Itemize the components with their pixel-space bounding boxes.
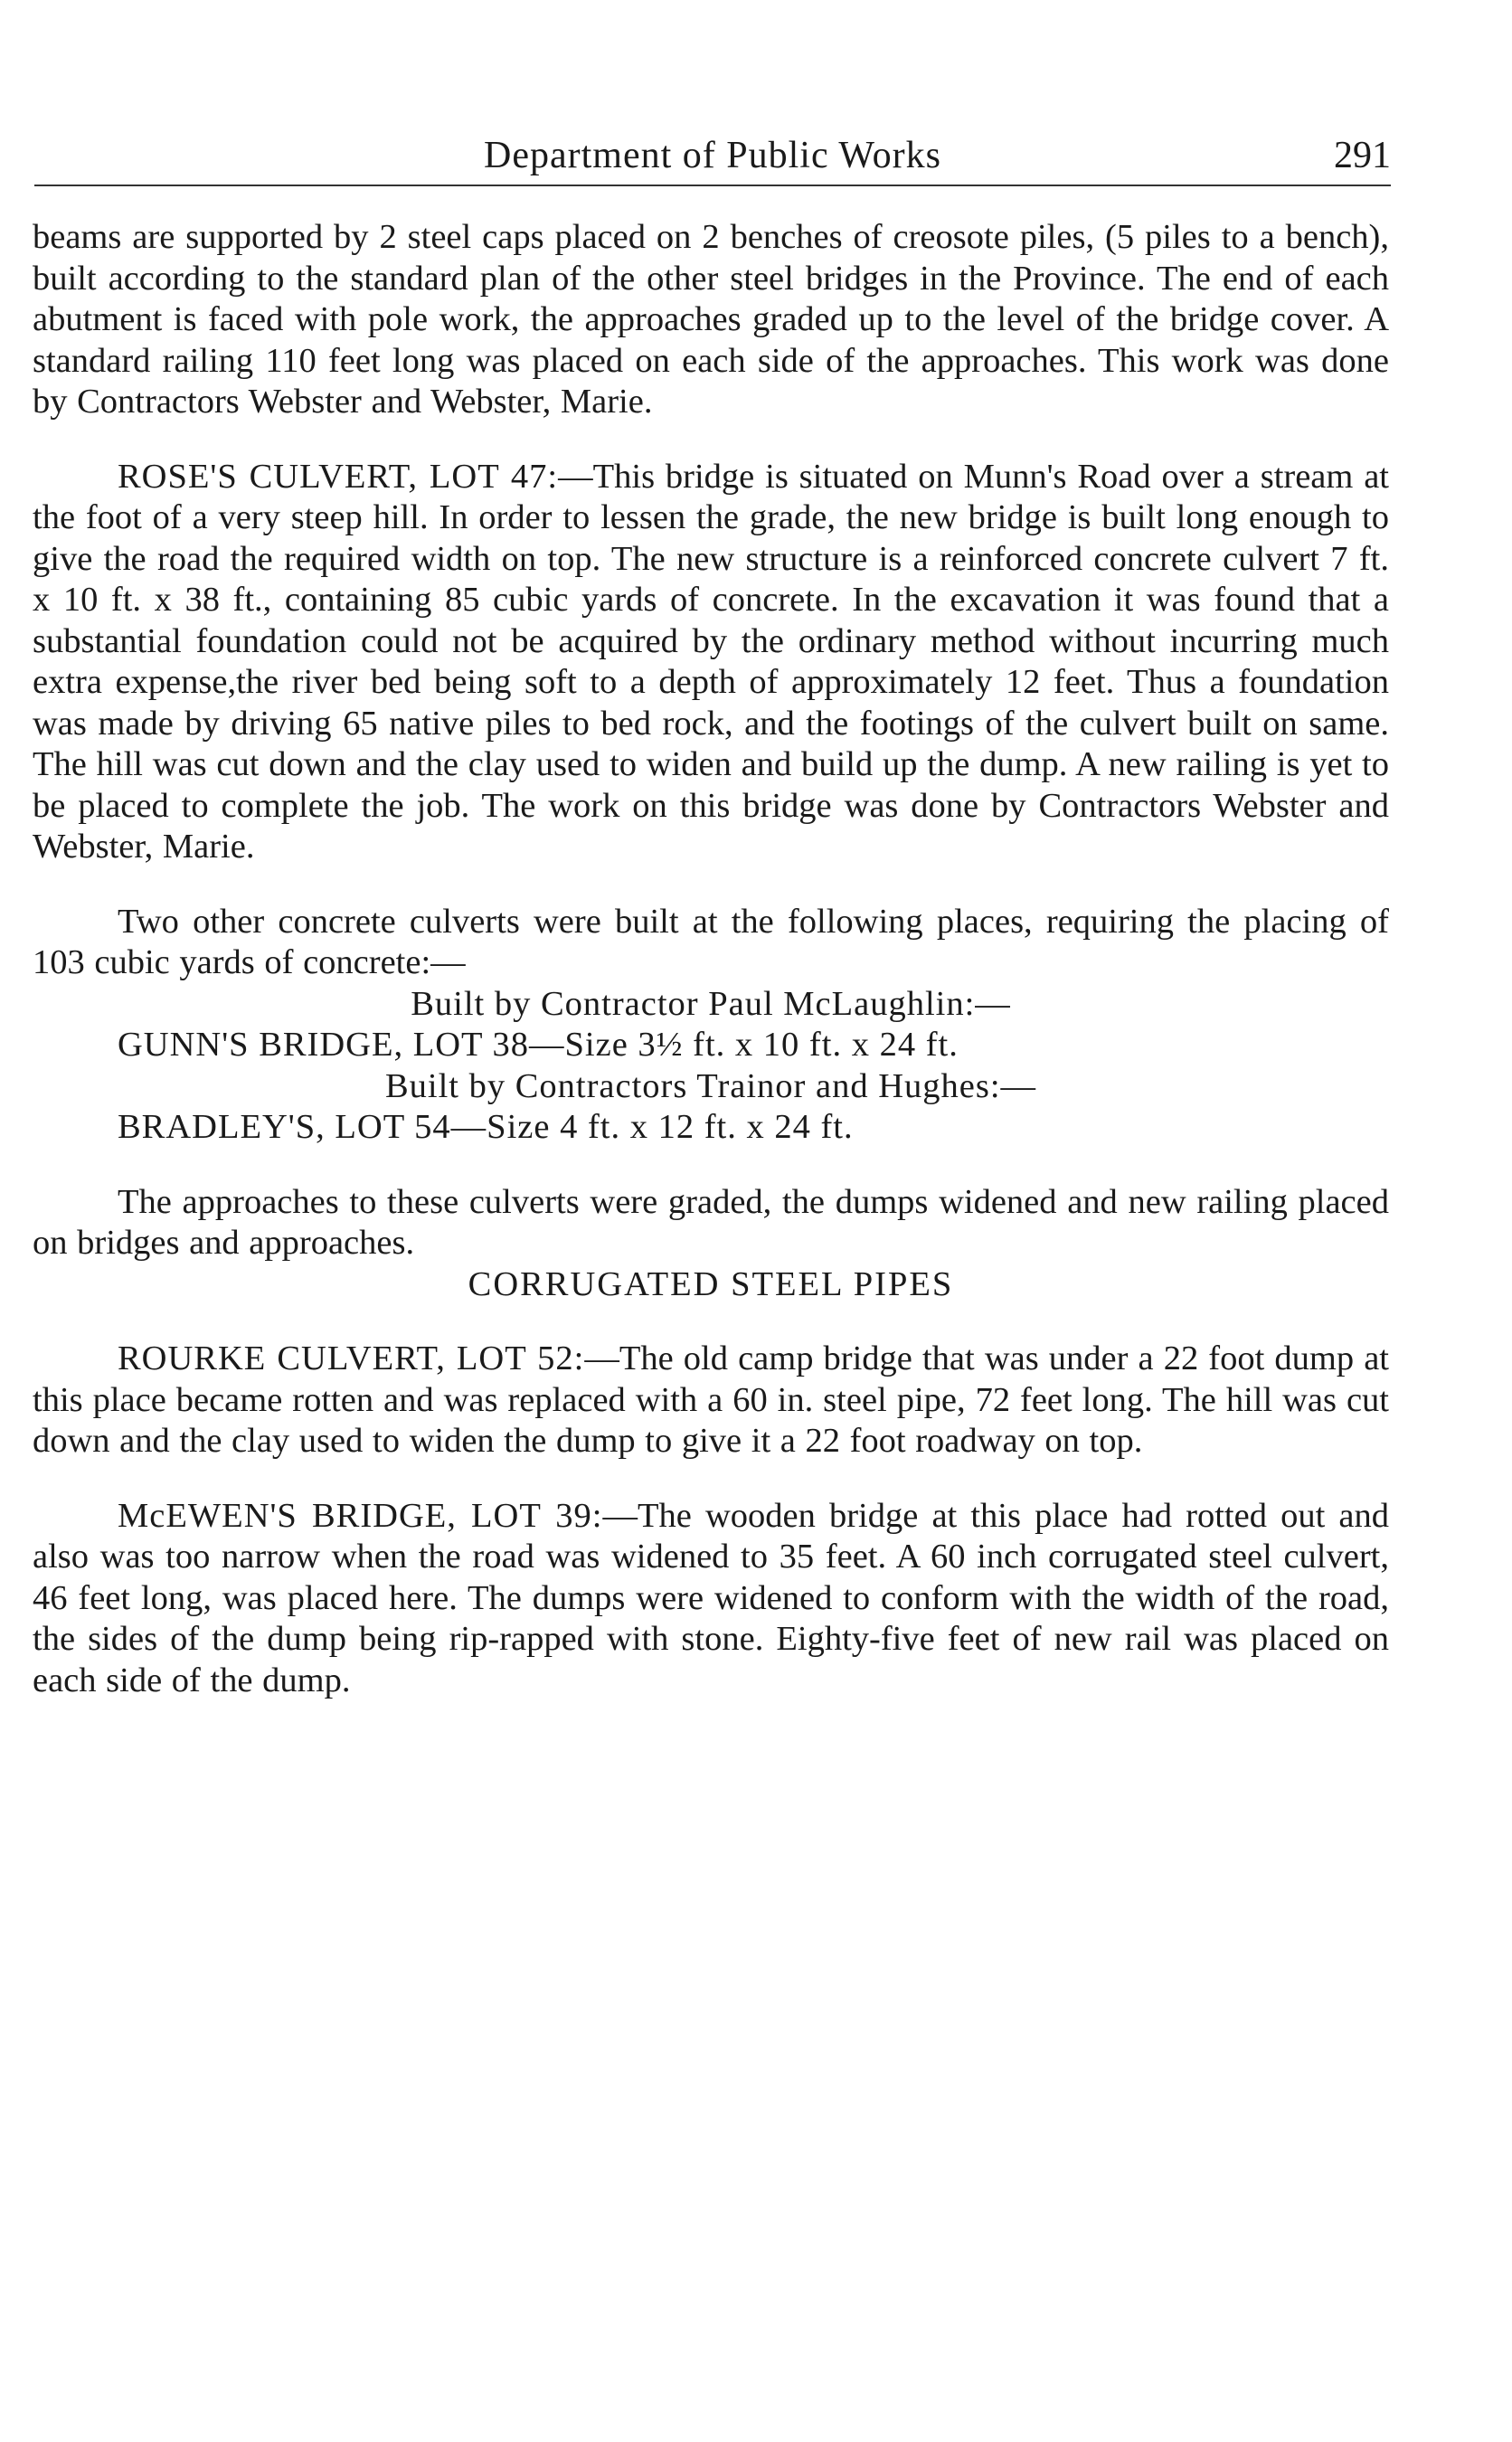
rourke-culvert-heading: ROURKE CULVERT, LOT 52: bbox=[118, 1339, 585, 1377]
paragraph-rourke-culvert bbox=[33, 1339, 1389, 1462]
rourke-culvert-text: —The old camp bridge that was under a 22 foot dump at this place became rotten and was replaced with a 60 in. steel pipe, 72 feet long. The hill was cut down and the clay used to widen the dump to give it a 22 foot roadway on top. bbox=[33, 1339, 1389, 1460]
section-heading-corrugated-steel-pipes: CORRUGATED STEEL PIPES bbox=[468, 1264, 954, 1303]
mcewens-bridge-text: —The wooden bridge at this place had rotted out and also was too narrow when the road was widened to 35 feet. A 60 inch corrugated steel culvert, 46 feet long, was placed here. The dumps were widened to conform with the width of the road, the sides of the dump being rip-rapped with stone. Eighty-five feet of new rail was placed on each side of the dump. bbox=[33, 1496, 1389, 1699]
built-by-mclaughlin: Built by Contractor Paul McLaughlin:— bbox=[411, 984, 1011, 1023]
page-number: 291 bbox=[1334, 135, 1391, 176]
roses-culvert-heading: ROSE'S CULVERT, LOT 47: bbox=[118, 457, 559, 496]
running-header bbox=[34, 134, 1391, 186]
paragraph-other-culverts: Two other concrete culverts were built at the following places, requiring the placing of 103 cubic yards of concrete:— bbox=[33, 902, 1389, 981]
paragraph-mcewens-bridge bbox=[33, 1496, 1389, 1702]
item-bradleys: BRADLEY'S, LOT 54—Size 4 ft. x 12 ft. x 24 ft. bbox=[118, 1108, 854, 1146]
running-title: Department of Public Works bbox=[484, 135, 941, 176]
document-body bbox=[33, 217, 1389, 1701]
mcewens-bridge-heading: McEWEN'S BRIDGE, LOT 39: bbox=[118, 1496, 603, 1535]
paragraph-roses-culvert bbox=[33, 457, 1389, 868]
paragraph-approaches: The approaches to these culverts were graded, the dumps widened and new railing placed on bridges and approaches. bbox=[33, 1182, 1389, 1262]
item-gunns-bridge: GUNN'S BRIDGE, LOT 38—Size 3½ ft. x 10 ft. x 24 ft. bbox=[118, 1026, 959, 1064]
roses-culvert-text: —This bridge is situated on Munn's Road over a stream at the foot of a very steep hill. In order to lessen the grade, the new bridge is built long enough to give the road the required width on top. The new structure is a reinforced concrete culvert 7 ft. x 10 ft. x 38 ft., containing 85 cubic yards of concrete. In the excavation it was found that a substantial foundation could not be acquired by the ordinary method without incurring much extra expense,the river bed being soft to a depth of approximately 12 feet. Thus a foundation was made by driving 65 native piles to bed rock, and the footings of the culvert built on same. The hill was cut down and the clay used to widen and build up the dump. A new railing is yet to be placed to complete the job. The work on this bridge was done by Contractors Webster and Webster, Marie. bbox=[33, 457, 1389, 866]
paragraph-beams: beams are supported by 2 steel caps placed on 2 benches of creosote piles, (5 piles to a bench), built according to the standard plan of the other steel bridges in the Province. The end of each abutment is faced with pole work, the approaches graded up to the level of the bridge cover. A standard railing 110 feet long was placed on each side of the approaches. This work was done by Contractors Webster and Webster, Marie. bbox=[33, 218, 1389, 421]
built-by-trainor-hughes: Built by Contractors Trainor and Hughes:— bbox=[384, 1066, 1037, 1105]
